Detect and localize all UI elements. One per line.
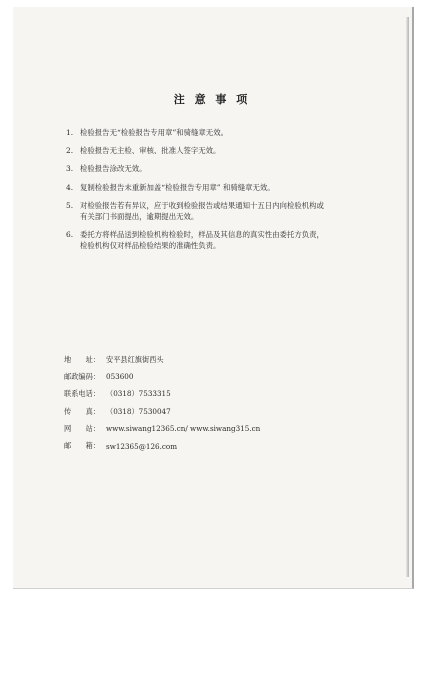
contact-value: sw12365@126.com [106, 441, 178, 451]
contact-value: 053600 [106, 372, 134, 382]
contact-label: 地 址： [64, 354, 100, 364]
contact-email [64, 437, 364, 454]
notice-list [66, 127, 356, 259]
contact-address [64, 351, 364, 368]
page-title: 注 意 事 项 [173, 93, 251, 106]
notice-item-1 [66, 127, 356, 138]
notice-number: 2. [66, 146, 74, 156]
notice-item-5 [66, 200, 356, 222]
contact-postcode [64, 368, 364, 385]
notice-number: 5. [66, 200, 74, 210]
contact-value: （0318）7530047 [106, 406, 171, 416]
contact-value: www.siwang12365.cn/ www.siwang315.cn [106, 424, 261, 434]
contact-fax [64, 403, 364, 420]
notice-item-2 [66, 145, 356, 156]
contact-value: （0318）7533315 [106, 389, 171, 399]
contact-label: 网 站： [64, 423, 100, 433]
notice-item-4 [66, 182, 356, 193]
contact-label: 邮 箱： [64, 441, 100, 451]
notice-text: 检验报告无主检、审核、批准人签字无效。 [80, 146, 221, 156]
contact-phone [64, 386, 364, 403]
notice-text: 检验报告无“检验报告专用章”和骑缝章无效。 [80, 128, 228, 137]
contact-value: 安平县红旗街西头 [106, 354, 164, 364]
notice-text-line-2: 有关部门书面提出，逾期提出无效。 [80, 212, 199, 222]
notice-text-line-2: 检验机构仅对样品检验结果的准确性负责。 [80, 241, 221, 251]
notice-text: 复制检验报告未重新加盖“检验报告专用章” 和骑缝章无效。 [80, 182, 275, 192]
notice-text: 检验报告涂改无效。 [80, 164, 147, 174]
contact-info [64, 351, 364, 455]
notice-text-line-1: 委托方将样品送到检验机构检验时，样品及其信息的真实性由委托方负责， [80, 230, 324, 240]
notice-item-6 [66, 229, 356, 251]
contact-label: 邮政编码： [64, 371, 100, 381]
notice-number: 3. [66, 164, 74, 174]
notice-number: 1. [66, 128, 74, 137]
notice-number: 6. [66, 230, 74, 240]
contact-label: 传 真： [64, 406, 100, 416]
notice-number: 4. [66, 182, 74, 192]
notice-item-3 [66, 163, 356, 174]
contact-website [64, 420, 364, 437]
contact-label: 联系电话： [64, 389, 100, 399]
notice-text-line-1: 对检验报告若有异议，应于收到检验报告或结果通知十五日内向检验机构或 [80, 200, 324, 210]
